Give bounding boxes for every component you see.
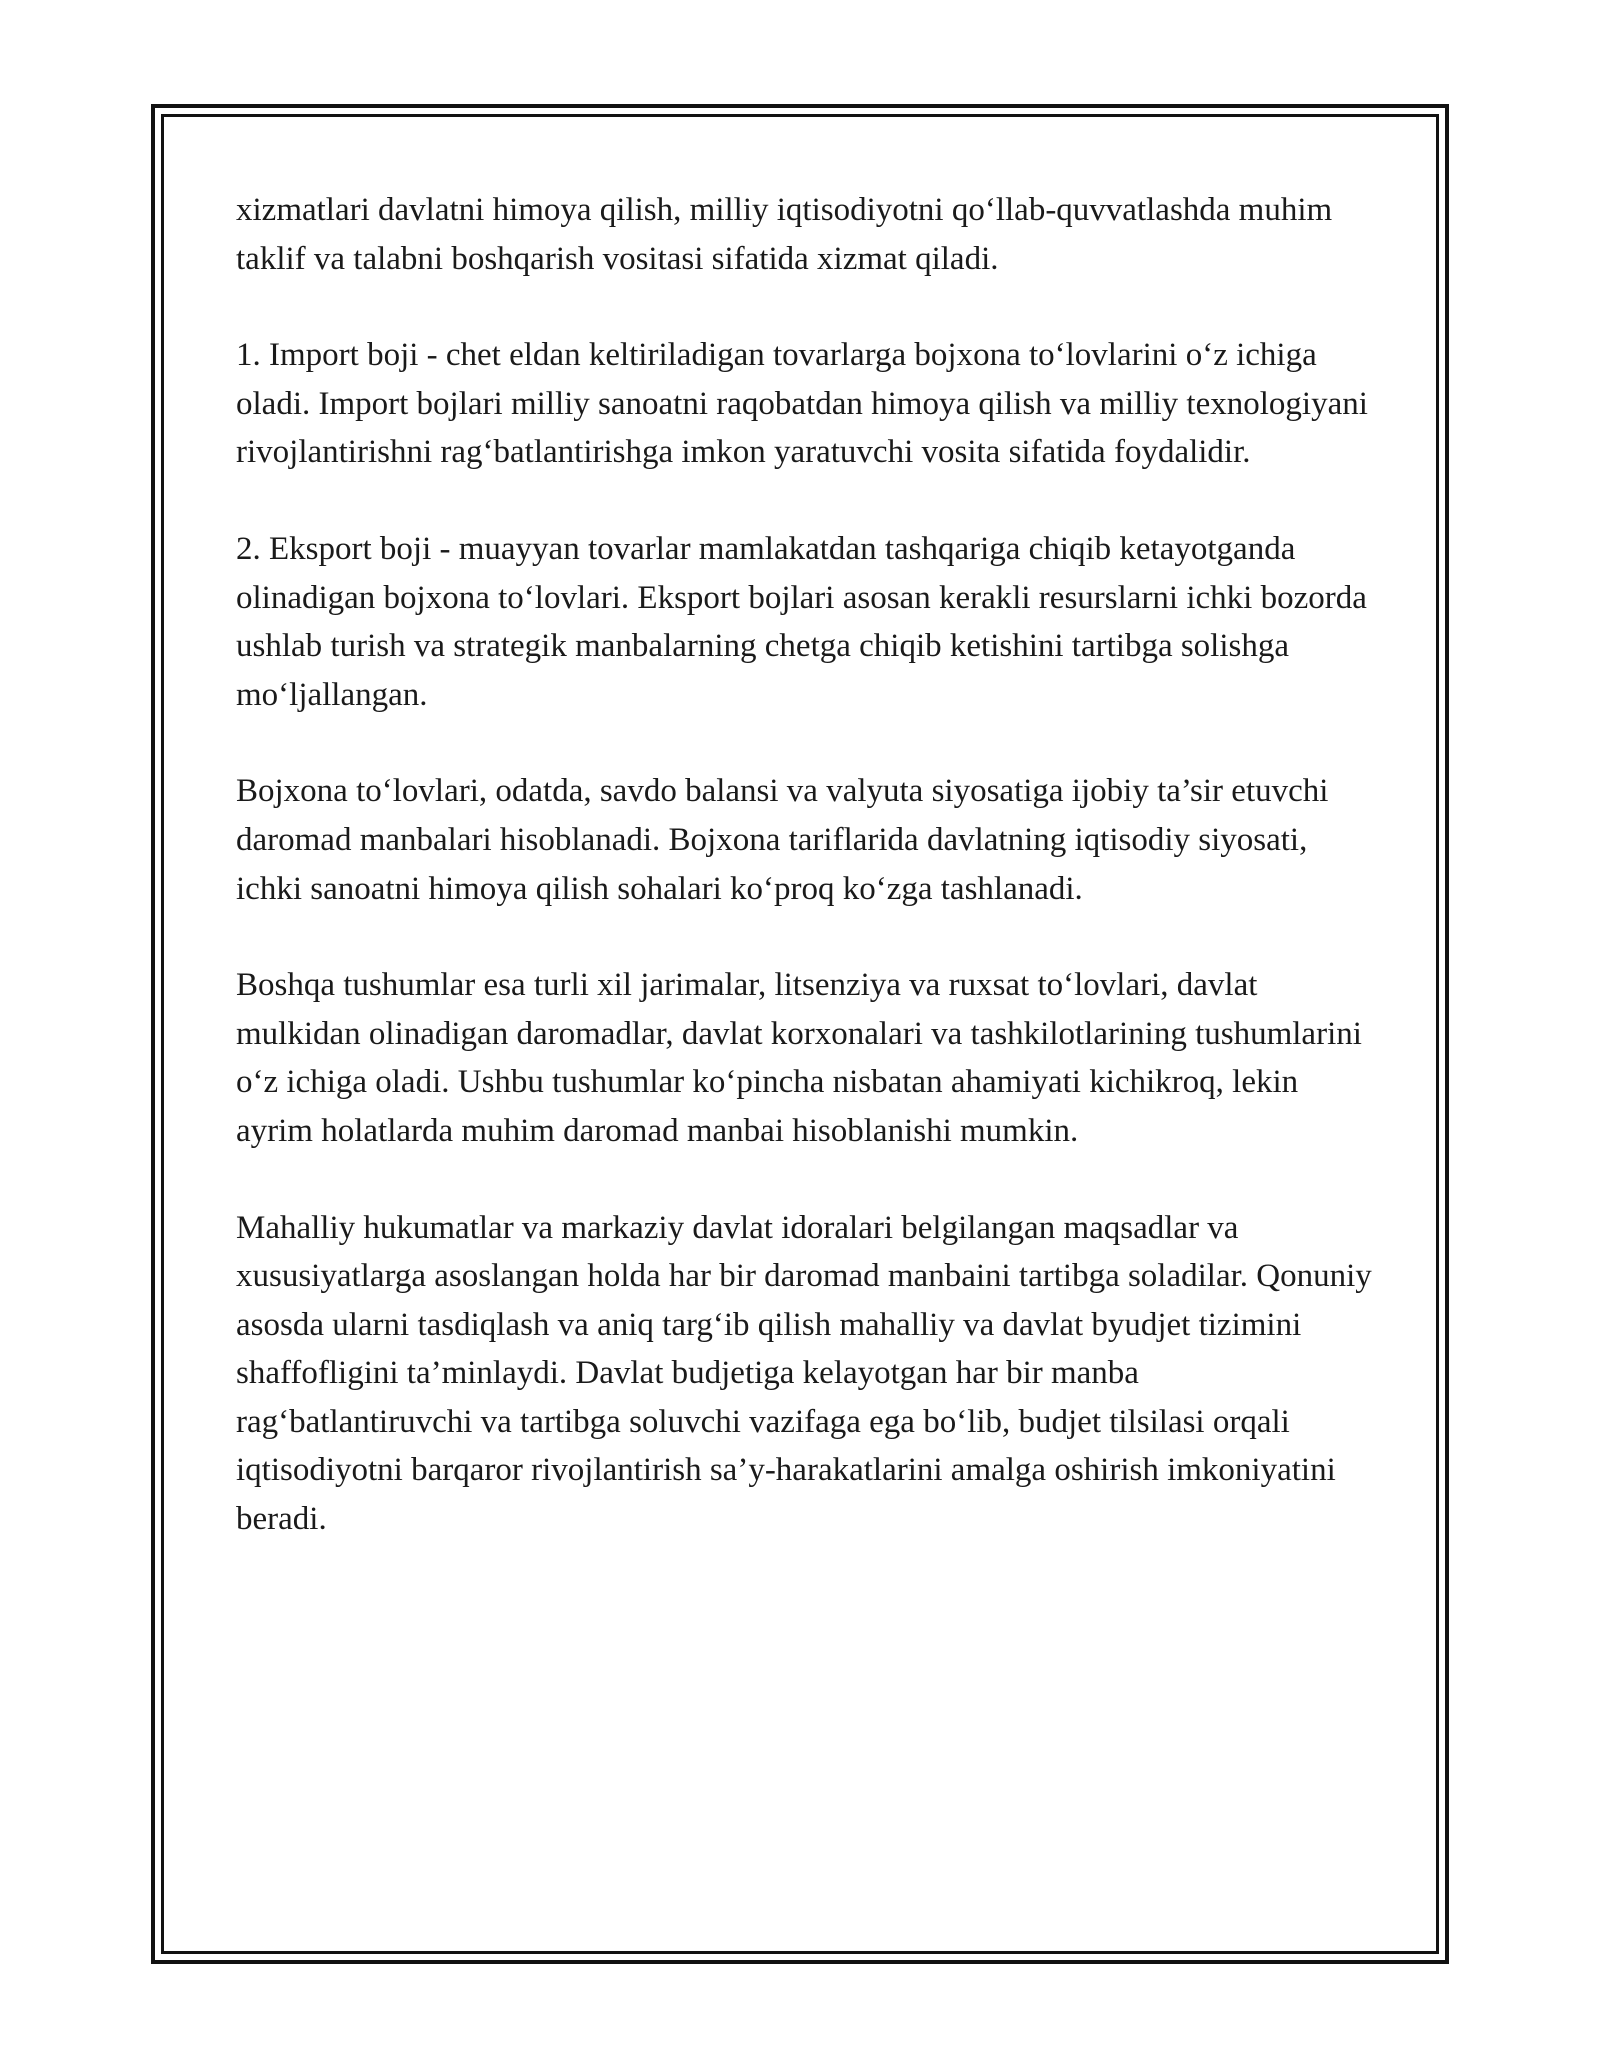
- paragraph-import-duty: 1. Import boji - chet eldan keltiriladigan tovarlarga bojxona to‘lovlarini o‘z ichiga oladi. Import bojlari milliy sanoatni raqobatdan himoya qilish va milliy texnologiyani rivojlantirishni rag‘batlantirishga imkon yaratuvchi vosita sifatida foydalidir.: [236, 337, 1368, 471]
- paragraph-export-duty: 2. Eksport boji - muayyan tovarlar mamlakatdan tashqariga chiqib ketayotganda olinadigan bojxona to‘lovlari. Eksport bojlari asosan kerakli resurslarni ichki bozorda ushlab turish va strategik manbalarning chetga chiqib ketishini tartibga solishga mo‘ljallangan.: [236, 530, 1367, 713]
- paragraph-continuation: xizmatlari davlatni himoya qilish, milliy iqtisodiyotni qo‘llab-quvvatlashda muhim taklif va talabni boshqarish vositasi sifatida xizmat qiladi.: [236, 192, 1333, 277]
- paragraph-customs-payments: Bojxona to‘lovlari, odatda, savdo balansi va valyuta siyosatiga ijobiy ta’sir etuvchi daromad manbalari hisoblanadi. Bojxona tariflarida davlatning iqtisodiy siyosati, ichki sanoatni himoya qilish sohalari ko‘proq ko‘zga tashlanadi.: [236, 773, 1329, 907]
- paragraph-local-governments: Mahalliy hukumatlar va markaziy davlat idoralari belgilangan maqsadlar va xususiyatlarga asoslangan holda har bir daromad manbaini tartibga soladilar. Qonuniy asosda ularni tasdiqlash va aniq targ‘ib qilish mahalliy va davlat byudjet tizimini shaffofligini ta’minlaydi. Davlat budjetiga kelayotgan har bir manba rag‘batlantiruvchi va tartibga soluvchi vazifaga ega bo‘lib, budjet tilsilasi orqali iqtisodiyotni barqaror rivojlantirish sa’y-harakatlarini amalga oshirish imkoniyatini beradi.: [236, 1209, 1372, 1538]
- paragraph-other-revenues: Boshqa tushumlar esa turli xil jarimalar, litsenziya va ruxsat to‘lovlari, davlat mulkidan olinadigan daromadlar, davlat korxonalari va tashkilotlarining tushumlarini o‘z ichiga oladi. Ushbu tushumlar ko‘pincha nisbatan ahamiyati kichikroq, lekin ayrim holatlarda muhim daromad manbai hisoblanishi mumkin.: [236, 967, 1362, 1149]
- document-body: [236, 186, 1376, 1544]
